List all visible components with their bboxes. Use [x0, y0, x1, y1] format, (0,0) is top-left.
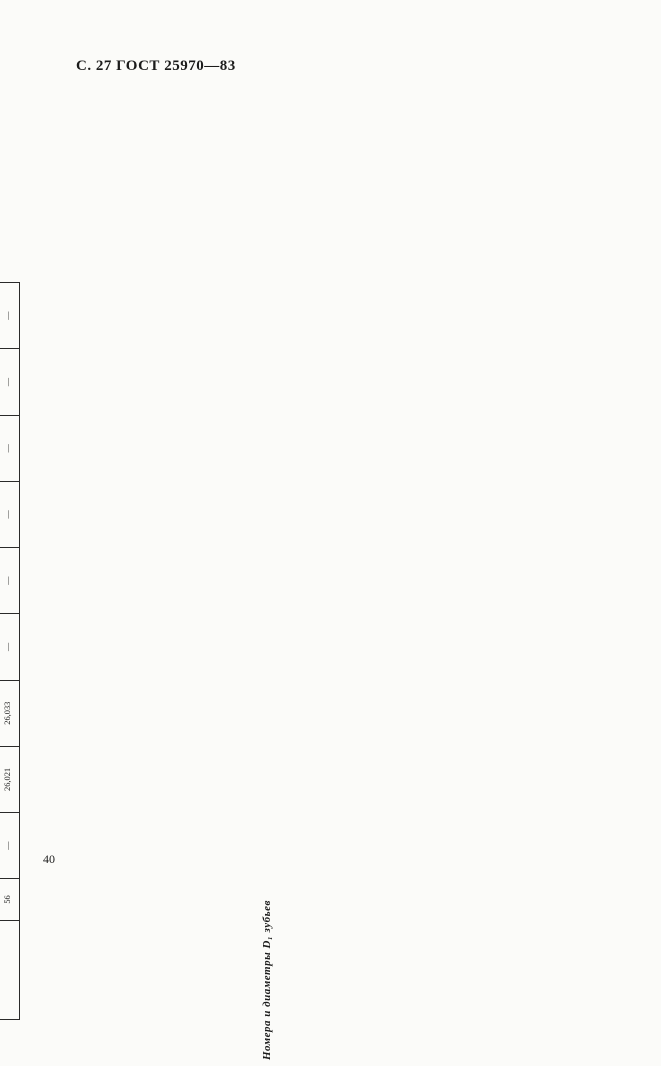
page-number: 40 — [43, 852, 55, 866]
value-cell: — — [0, 481, 20, 547]
value-cell: 26,033 — [0, 680, 20, 746]
tooth-number: 56 — [0, 879, 20, 920]
page-header: С. 27 ГОСТ 25970—83 — [76, 58, 236, 74]
value-cell: — — [0, 813, 20, 879]
value-cell: — — [0, 548, 20, 614]
value-cell: 26,021 — [0, 746, 20, 812]
data-table — [0, 282, 20, 1020]
value-cell: — — [0, 614, 20, 680]
side-label: Номера и диаметры D₁ зубьев — [261, 900, 273, 1060]
value-cell: — — [0, 349, 20, 415]
value-cell: — — [0, 283, 20, 349]
rotated-table-area — [0, 276, 285, 1066]
category-label — [0, 920, 20, 1019]
value-cell: — — [0, 415, 20, 481]
